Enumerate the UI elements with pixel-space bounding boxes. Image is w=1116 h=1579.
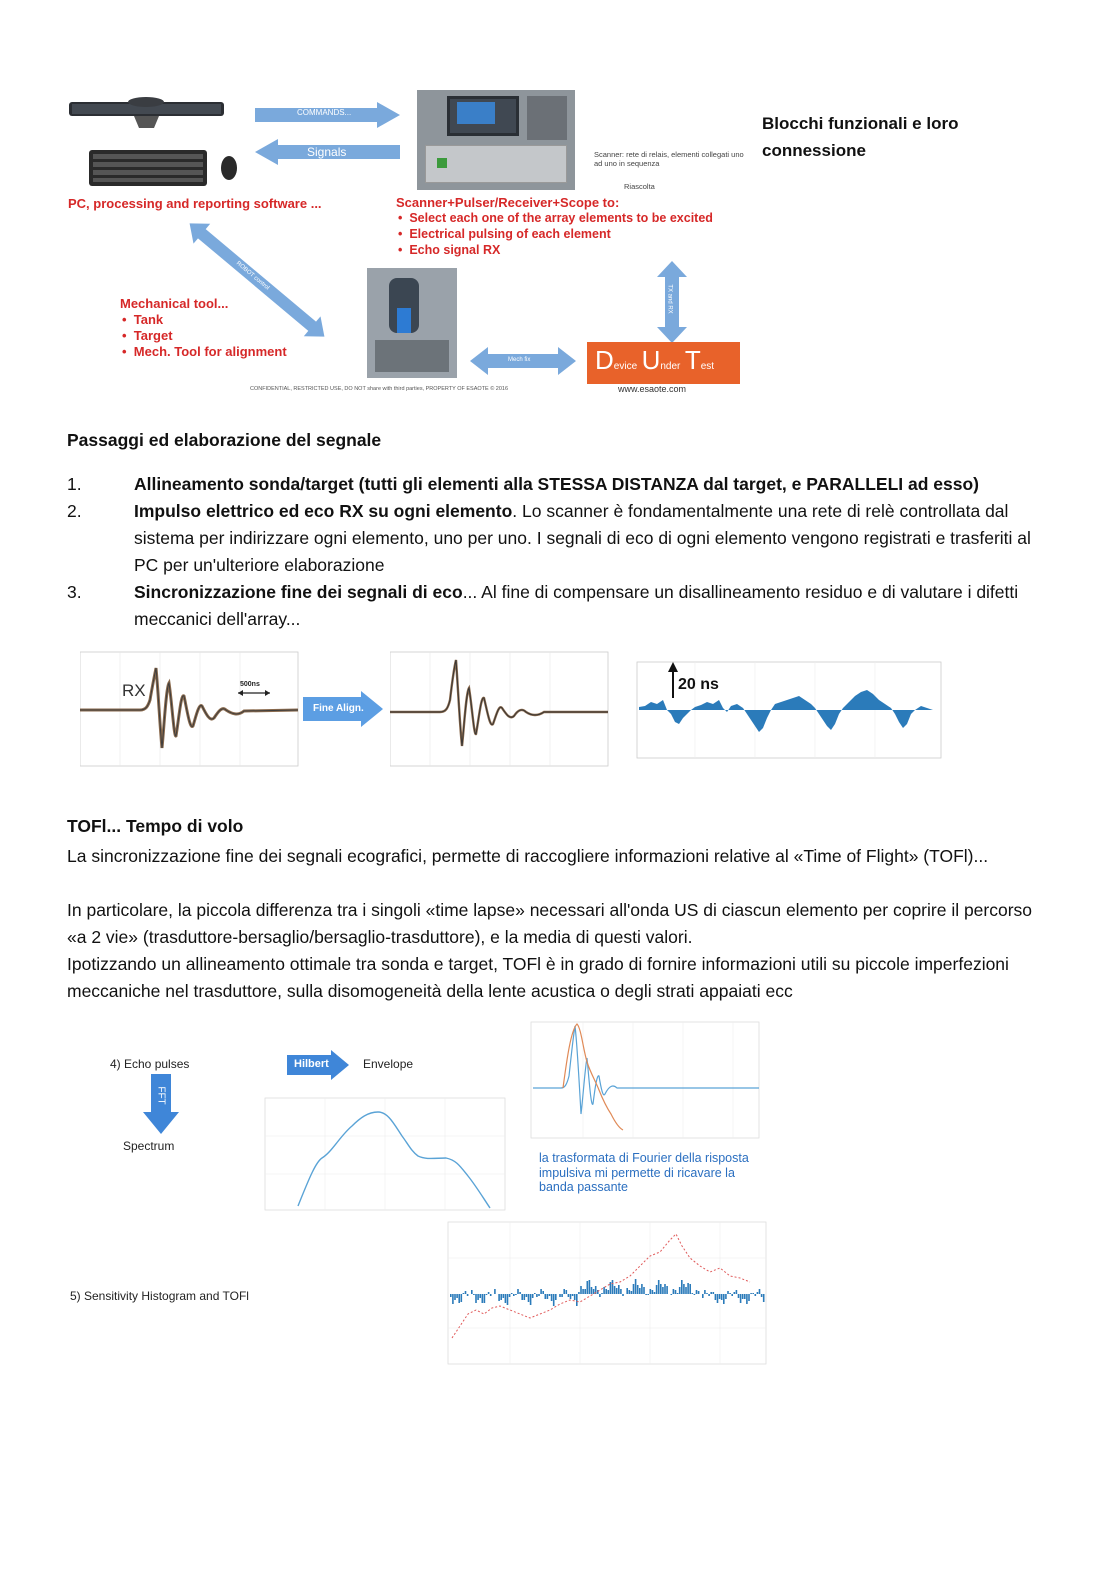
histogram-bar xyxy=(601,1293,603,1294)
confidential-note: CONFIDENTIAL, RESTRICTED USE, DO NOT share with third parties, PROPERTY OF ESAOTE © 2016 xyxy=(250,386,509,392)
histogram-bar xyxy=(626,1288,628,1294)
histogram-bar xyxy=(759,1289,761,1294)
histogram-bar xyxy=(578,1292,580,1294)
histogram-bar xyxy=(463,1293,465,1294)
mech-item-1: • Tank xyxy=(122,312,164,327)
histogram-bar xyxy=(641,1284,643,1294)
histogram-bar xyxy=(639,1288,641,1294)
dut-url: www.esaote.com xyxy=(618,384,687,394)
histogram-bar xyxy=(500,1294,502,1300)
histogram-bar xyxy=(559,1294,561,1297)
histogram-bar xyxy=(652,1290,654,1294)
section2-paragraph-2: In particolare, la piccola differenza tra i singoli «time lapse» necessari all'onda US di ciascun elemento per coprire il percorso «a 2 vie» (trasduttore-bersaglio/bersaglio-trasduttore), e la media di questi valori. xyxy=(67,900,1033,947)
histogram-bar xyxy=(755,1294,757,1296)
histogram-bar xyxy=(507,1294,509,1305)
histogram-bar xyxy=(547,1294,549,1299)
histogram-bar xyxy=(580,1286,582,1294)
histogram-bar xyxy=(633,1284,635,1294)
histogram-bar xyxy=(528,1294,530,1302)
dut-label: Device Under Test xyxy=(595,345,715,375)
histogram-bar xyxy=(521,1294,523,1300)
histogram-bar xyxy=(490,1294,492,1296)
envelope-label: Envelope xyxy=(363,1057,414,1071)
histogram-bar xyxy=(660,1284,662,1294)
histogram-bar xyxy=(637,1285,639,1294)
histogram-bar xyxy=(702,1294,704,1298)
mech-item-3: • Mech. Tool for alignment xyxy=(122,344,287,359)
ns-label: 20 ns xyxy=(678,676,719,693)
fft-label: FFT xyxy=(155,1086,167,1105)
scanner-photo xyxy=(417,90,575,190)
commands-arrow xyxy=(255,104,400,126)
signals-arrow xyxy=(255,140,400,164)
histogram-bar xyxy=(515,1294,517,1295)
commands-label: COMMANDS... xyxy=(297,108,352,117)
histogram-bar xyxy=(570,1294,572,1299)
histogram-bar xyxy=(561,1294,563,1297)
steps-list xyxy=(67,471,1042,633)
scanner-note: Scanner: rete di relais, elementi collegati uno ad uno in sequenza xyxy=(594,150,744,168)
histogram-bar xyxy=(479,1294,481,1298)
histogram-bar xyxy=(524,1294,526,1300)
histogram-bar xyxy=(673,1289,675,1294)
histogram-bar xyxy=(582,1289,584,1294)
histogram-bar xyxy=(761,1294,763,1297)
histogram-bar xyxy=(694,1294,696,1295)
histogram-bar xyxy=(738,1294,740,1298)
histogram-bar xyxy=(473,1294,475,1295)
histogram-bar xyxy=(629,1290,631,1294)
histogram-bar xyxy=(612,1280,614,1294)
histogram-bar xyxy=(679,1287,681,1294)
histogram-bar xyxy=(519,1292,521,1294)
section1-title: Passaggi ed elaborazione del segnale xyxy=(67,430,382,450)
histogram-bar xyxy=(713,1292,715,1294)
histogram-bar xyxy=(734,1292,736,1294)
aligned-signal-plot xyxy=(390,648,610,770)
histogram-bar xyxy=(540,1289,542,1294)
mech-title: Mechanical tool... xyxy=(120,296,229,311)
histogram-bar xyxy=(517,1289,519,1294)
histogram-bar xyxy=(666,1286,668,1294)
histogram-bar xyxy=(723,1294,725,1304)
histogram-bar xyxy=(471,1290,473,1294)
signals-label: Signals xyxy=(307,145,347,159)
histogram-bar xyxy=(563,1289,565,1294)
step-2: 2. Impulso elettrico ed eco RX su ogni elemento. Lo scanner è fondamentalmente una rete di relè controllata dal sistema per indirizzare ogni elemento, uno per uno. I segnali di eco di ogni elemento vengono registrati e trasferiti al PC per un'ulteriore elaborazione xyxy=(67,501,1031,575)
histogram-bar xyxy=(610,1282,612,1294)
spectrum-label: Spectrum xyxy=(123,1139,175,1153)
histogram-bar xyxy=(729,1293,731,1294)
histogram-bar xyxy=(553,1294,555,1306)
histogram-bar xyxy=(566,1290,568,1294)
step-3: 3. Sincronizzazione fine dei segnali di eco... Al fine di compensare un disallineamento residuo e di valutare i difetti meccanici dell'array... xyxy=(67,582,1019,629)
keyboard-icon xyxy=(87,146,247,191)
histogram-bar xyxy=(658,1280,660,1294)
pc-label: PC, processing and reporting software ... xyxy=(68,196,322,211)
section2-paragraph-3: Ipotizzando un allineamento ottimale tra sonda e target, TOFl è in grado di fornire informazioni utili su piccole imperfezioni meccaniche nel trasduttore, sulla disomogeneità della lente acustica o degli strati appaiati ecc xyxy=(67,954,1009,1001)
histogram-bar xyxy=(689,1284,691,1294)
histogram-bar xyxy=(717,1294,719,1303)
histogram-bar xyxy=(555,1294,557,1300)
time-label: 500ns xyxy=(240,681,260,688)
histogram-bar xyxy=(721,1294,723,1300)
histogram-bar xyxy=(513,1294,515,1296)
rx-label: RX xyxy=(122,681,146,700)
histogram-bar xyxy=(538,1294,540,1296)
step-1: 1. Allineamento sonda/target (tutti gli elementi alla STESSA DISTANZA dal target, e PARALLELI ad esso) xyxy=(67,474,979,494)
fine-align-label: Fine Align. xyxy=(313,703,364,714)
histogram-bar xyxy=(664,1284,666,1294)
histogram-bar xyxy=(545,1294,547,1299)
histogram-bar xyxy=(498,1294,500,1301)
histogram-bar xyxy=(549,1294,551,1296)
histogram-bar xyxy=(603,1287,605,1294)
histogram-bar xyxy=(503,1294,505,1298)
histogram-bar xyxy=(654,1292,656,1294)
histogram-bar xyxy=(532,1294,534,1298)
histogram-bar xyxy=(671,1294,673,1295)
histogram-bar xyxy=(458,1294,460,1303)
histogram-bar xyxy=(454,1294,456,1300)
robot-control-label: ROBOT control xyxy=(234,260,271,292)
histogram-bar xyxy=(509,1294,511,1297)
histogram-bar xyxy=(589,1280,591,1294)
histogram-bar xyxy=(486,1294,488,1295)
dut-box xyxy=(587,342,740,384)
signal-alignment-figure xyxy=(72,648,952,773)
rx-signal-plot xyxy=(80,648,300,770)
histogram-bar xyxy=(725,1294,727,1299)
tof-bar-plot xyxy=(635,652,953,770)
histogram-bar xyxy=(461,1294,463,1302)
histogram-bar xyxy=(574,1294,576,1300)
histogram-bar xyxy=(576,1294,578,1306)
histogram-bar xyxy=(706,1293,708,1294)
sensitivity-label: 5) Sensitivity Histogram and TOFl xyxy=(70,1289,249,1303)
section2-title: TOFl... Tempo di volo xyxy=(67,816,244,836)
histogram-bar xyxy=(599,1294,601,1297)
histogram-bar xyxy=(494,1289,496,1294)
histogram-bar xyxy=(465,1291,467,1294)
histogram-bar xyxy=(719,1294,721,1299)
histogram-bar xyxy=(584,1289,586,1294)
histogram-bar xyxy=(452,1294,454,1304)
histogram-bar xyxy=(572,1294,574,1296)
histogram-bar xyxy=(587,1281,589,1294)
histogram-bar xyxy=(643,1287,645,1294)
histogram-bar xyxy=(450,1294,452,1297)
histogram-bar xyxy=(635,1279,637,1294)
histogram-bar xyxy=(740,1294,742,1303)
histogram-bar xyxy=(605,1289,607,1294)
histogram-bar xyxy=(675,1290,677,1294)
histogram-bar xyxy=(710,1292,712,1294)
histogram-bar xyxy=(484,1294,486,1303)
histogram-bar xyxy=(748,1294,750,1301)
histogram-bar xyxy=(616,1288,618,1294)
histogram-bar xyxy=(685,1287,687,1294)
histogram-bar xyxy=(704,1290,706,1294)
fourier-note: la trasformata di Fourier della risposta impulsiva mi permette di ricavare la banda passante xyxy=(539,1151,749,1194)
histogram-bar xyxy=(656,1285,658,1294)
scanner-item-2: • Electrical pulsing of each element xyxy=(398,227,611,241)
histogram-bar xyxy=(542,1291,544,1294)
histogram-bar xyxy=(687,1283,689,1294)
histogram-bar xyxy=(467,1294,469,1296)
histogram-bar xyxy=(683,1284,685,1294)
histogram-bar xyxy=(511,1293,513,1294)
echo-label: 4) Echo pulses xyxy=(110,1057,190,1071)
histogram-bar xyxy=(591,1287,593,1294)
histogram-bar xyxy=(488,1292,490,1294)
histogram-bar xyxy=(526,1294,528,1297)
histogram-bar xyxy=(696,1290,698,1294)
echo-processing-figure xyxy=(60,1018,800,1378)
scanner-item-1: • Select each one of the array elements to be excited xyxy=(398,211,713,225)
hilbert-label: Hilbert xyxy=(294,1058,329,1070)
histogram-bar xyxy=(650,1289,652,1294)
histogram-bar xyxy=(536,1294,538,1297)
histogram-bar xyxy=(744,1294,746,1299)
histogram-bar xyxy=(752,1293,754,1294)
tx-rx-label: TX and RX xyxy=(666,284,673,314)
histogram-bar xyxy=(727,1291,729,1294)
histogram-bar xyxy=(618,1285,620,1294)
histogram-bar xyxy=(608,1290,610,1294)
histogram-bar xyxy=(645,1294,647,1295)
histogram-bar xyxy=(475,1294,477,1303)
histogram-bar xyxy=(750,1293,752,1294)
section2-paragraph-1: La sincronizzazione fine dei segnali ecografici, permette di raccogliere informazioni relative al «Time of Flight» (TOFl)... xyxy=(67,846,989,866)
mech-fix-label: Mech fix xyxy=(508,357,531,363)
echo-envelope-plot xyxy=(523,1018,763,1142)
scanner-title: Scanner+Pulser/Receiver+Scope to: xyxy=(396,195,620,210)
functional-blocks-diagram xyxy=(62,78,752,406)
histogram-bar xyxy=(757,1292,759,1294)
sensitivity-tof-plot xyxy=(440,1218,770,1373)
histogram-bar xyxy=(477,1294,479,1300)
histogram-bar xyxy=(622,1294,624,1296)
histogram-bar xyxy=(620,1289,622,1294)
histogram-bar xyxy=(647,1294,649,1295)
histogram-bar xyxy=(731,1294,733,1296)
side-title: Blocchi funzionali e loro connessione xyxy=(762,114,959,160)
histogram-bar xyxy=(763,1294,765,1302)
scanner-note-riascolta: Riascolta xyxy=(624,182,655,191)
scanner-item-3: • Echo signal RX xyxy=(398,243,501,257)
histogram-bar xyxy=(534,1293,536,1294)
histogram-bar xyxy=(742,1294,744,1299)
histogram-bar xyxy=(482,1294,484,1303)
histogram-bar xyxy=(505,1294,507,1303)
mech-item-2: • Target xyxy=(122,328,173,343)
histogram-bar xyxy=(551,1294,553,1301)
histogram-bar xyxy=(715,1294,717,1300)
histogram-bar xyxy=(631,1291,633,1294)
histogram-bar xyxy=(677,1293,679,1294)
histogram-bar xyxy=(708,1294,710,1296)
histogram-bar xyxy=(456,1294,458,1298)
histogram-bar xyxy=(698,1291,700,1294)
histogram-bar xyxy=(681,1280,683,1294)
robot-photo xyxy=(367,268,457,378)
histogram-bar xyxy=(530,1294,532,1305)
histogram-bar xyxy=(736,1290,738,1294)
histogram-bar xyxy=(614,1286,616,1294)
histogram-bar xyxy=(692,1293,694,1294)
histogram-bar xyxy=(662,1287,664,1294)
histogram-bar xyxy=(568,1294,570,1297)
spectrum-plot xyxy=(260,1096,510,1218)
histogram-bar xyxy=(746,1294,748,1304)
